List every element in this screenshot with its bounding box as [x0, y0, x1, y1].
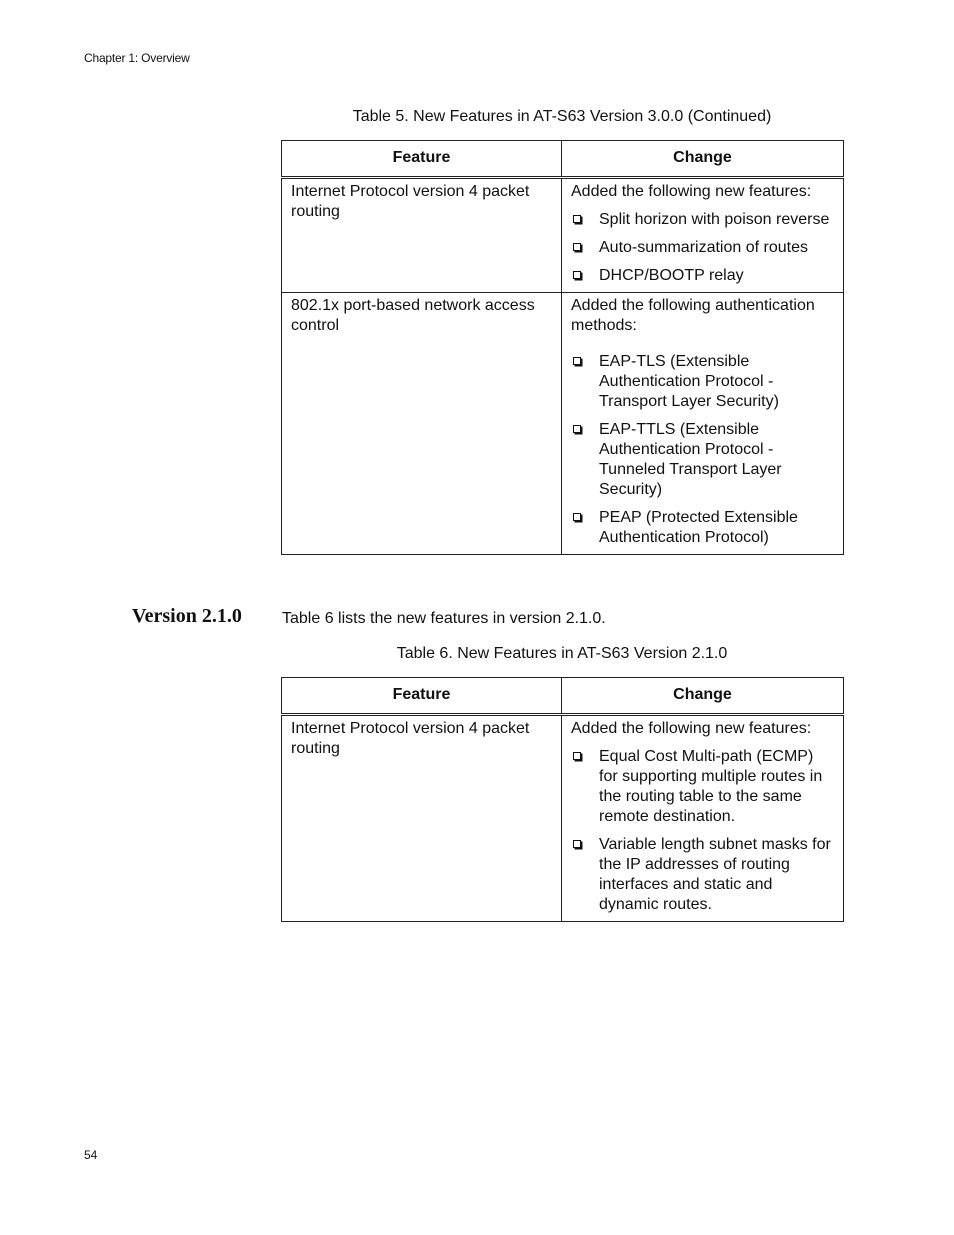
section-intro: Table 6 lists the new features in version 2.1.0.	[282, 610, 606, 627]
change-cell	[562, 715, 844, 922]
change-list	[571, 352, 834, 548]
list-item	[571, 835, 834, 915]
table-row	[282, 178, 844, 293]
list-item-text: Equal Cost Multi-path (ECMP) for supporting multiple routes in the routing table to the same remote destination.	[599, 748, 823, 825]
change-list	[571, 210, 834, 286]
list-item	[571, 210, 834, 230]
list-item-text: Auto-summarization of routes	[599, 239, 808, 256]
table-5-header-change: Change	[562, 141, 844, 178]
change-intro: Added the following authentication methods:	[571, 297, 815, 334]
table-5-header-feature: Feature	[282, 141, 562, 178]
section-heading: Version 2.1.0	[132, 605, 242, 627]
list-item	[571, 747, 834, 827]
square-bullet-icon	[573, 425, 581, 433]
table-6-header-change: Change	[562, 678, 844, 715]
feature-cell: Internet Protocol version 4 packet routing	[282, 715, 562, 922]
table-6-header-feature: Feature	[282, 678, 562, 715]
table-row	[282, 293, 844, 555]
feature-cell: Internet Protocol version 4 packet routing	[282, 178, 562, 293]
running-header: Chapter 1: Overview	[84, 51, 190, 65]
change-cell	[562, 293, 844, 555]
list-item	[571, 266, 834, 286]
square-bullet-icon	[573, 357, 581, 365]
list-item-text: Split horizon with poison reverse	[599, 211, 830, 228]
table-6-caption: Table 6. New Features in AT-S63 Version 2.1.0	[396, 645, 728, 662]
table-6-header-row	[282, 678, 844, 715]
table-5	[281, 140, 844, 555]
page-number: 54	[84, 1148, 98, 1162]
change-intro: Added the following new features:	[571, 720, 812, 737]
change-intro: Added the following new features:	[571, 183, 812, 200]
square-bullet-icon	[573, 243, 581, 251]
square-bullet-icon	[573, 215, 581, 223]
square-bullet-icon	[573, 513, 581, 521]
list-item	[571, 352, 834, 412]
list-item	[571, 238, 834, 258]
change-cell	[562, 178, 844, 293]
table-5-caption: Table 5. New Features in AT-S63 Version 3.0.0 (Continued)	[352, 108, 772, 125]
list-item-text: EAP-TLS (Extensible Authentication Protocol - Transport Layer Security)	[599, 353, 779, 410]
list-item-text: EAP-TTLS (Extensible Authentication Protocol - Tunneled Transport Layer Security)	[599, 421, 782, 498]
table-row	[282, 715, 844, 922]
list-item	[571, 508, 834, 548]
list-item-text: DHCP/BOOTP relay	[599, 267, 744, 284]
square-bullet-icon	[573, 840, 581, 848]
table-5-header-row	[282, 141, 844, 178]
square-bullet-icon	[573, 752, 581, 760]
change-list	[571, 747, 834, 915]
list-item-text: PEAP (Protected Extensible Authentication Protocol)	[599, 509, 798, 546]
list-item-text: Variable length subnet masks for the IP addresses of routing interfaces and static and dynamic routes.	[599, 836, 831, 913]
feature-cell: 802.1x port-based network access control	[282, 293, 562, 555]
square-bullet-icon	[573, 271, 581, 279]
table-6	[281, 677, 844, 922]
list-item	[571, 420, 834, 500]
